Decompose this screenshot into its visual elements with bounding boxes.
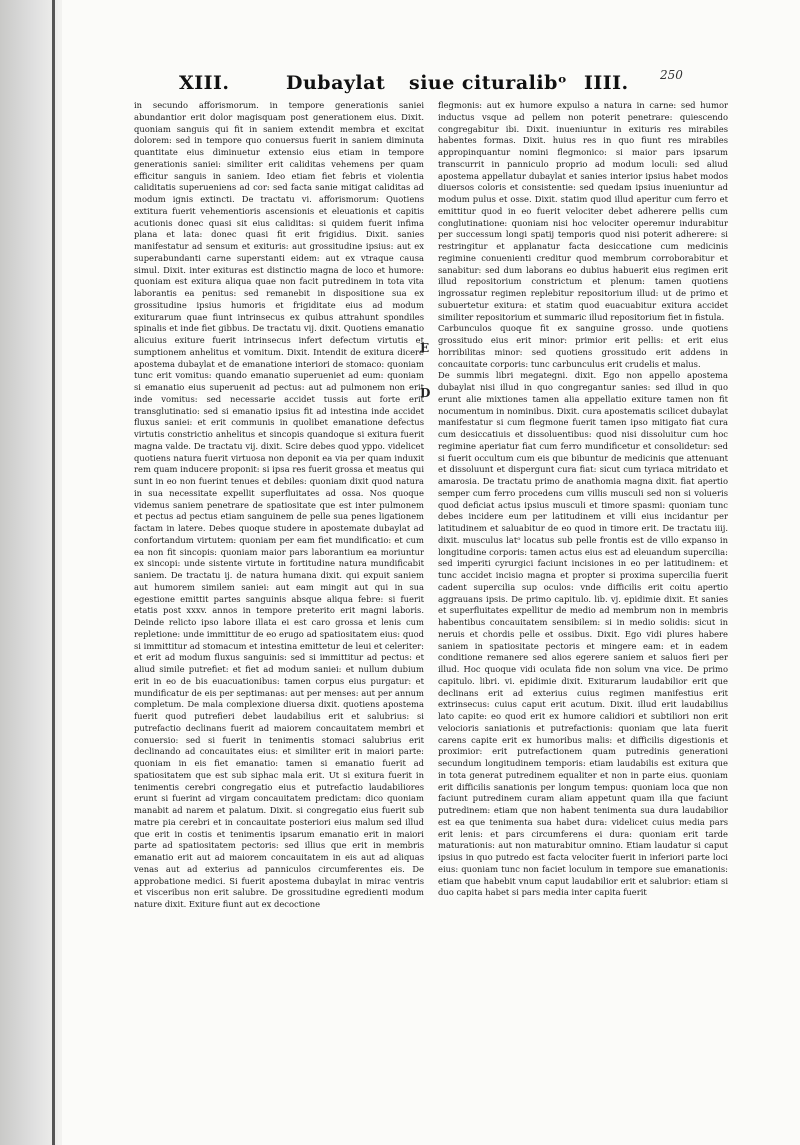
running-header [62,66,800,100]
book-gutter [0,0,58,1145]
right-text-column [438,100,728,899]
right-column-paragraph: flegmonis: aut ex humore expulso a natura in carne: sed humor inductus vsque ad pellem non poterit penetrare: quiescendo congregabitur ibi. Dixit. inueniuntur in exituris res mirabiles habentes formas. Dixit. huius res in quo fiunt res mirabiles appropinquantur nomini flegmonico: si maior pars ipsarum transcurrit in panniculo proprio ad modum loculi: sed aliud apostema appellatur dubaylat et sanies interior ipsius habet modos diuersos coloris et consistentie: sed quedam ipsius inueniuntur ad modum pulus et osse. Dixit. statim quod illud aperitur cum ferro et emittitur quod in eo fuerit velociter debet adherere pellis cum conglutinatione: quoniam nisi hoc velociter operemur indurabitur per successum longi spatij temporis quod nisi poterit adherere: si restringitur et applanatur facta desiccatione cum medicinis regimine conuenienti creditur quod membrum corroborabitur et sanabitur: sed dum laborans eo dubius habuerit eius regimen erit illud repositorium constrictum et plenum: tamen quotiens ingrossatur regimen replebitur repositorium illud: ut de primo et subuertetur exitura: et statim quod euacuabitur exitura accidet similiter repositorium et summaric illud repositorium fiet in fistula. [438,100,728,322]
header-left-number: XIII. [179,72,230,94]
margin-letter: D [420,386,431,400]
margin-letter: E [420,341,430,355]
gutter-shadow-line [52,0,55,1145]
header-left-title: Dubaylat [286,72,386,94]
right-column-paragraph: Carbunculos quoque fit ex sanguine grosso. unde quotiens grossitudo eius erit minor: primior erit pellis: et erit eius horribilitas minor: sed quotiens grossitudo erit addens in concauitate corporis: tunc carbunculus erit crudelis et malus. [438,323,728,369]
header-right-title: siue cituralibᵒ [409,72,568,94]
left-text-column [134,100,424,911]
header-right-number: IIII. [584,72,629,94]
manuscript-page [62,0,800,1145]
folio-number: 250 [660,68,683,82]
right-column-paragraph: De summis libri megategni. dixit. Ego non appello apostema dubaylat nisi illud in quo congregantur sanies: sed illud in quo erunt alie mixtiones tamen alia appellatio exiture tamen non fit nocumentum in nominibus. Dixit. cura apostematis scilicet dubaylat manifestatur si cum flegmone fuerit tamen ipso mitigato fiat cura cum desiccatiuis et dissoluentibus: quod nisi dissoluitur cum hoc regimine aperiatur fiat cum ferro mundificetur et consolidetur: sed si fuerit occultum cum eis que bibuntur de medicinis que attenuant et dissoluunt et dispergunt cura fiat: sicut cum tyriaca mitridato et amarosia. De tractatu primo de anathomia magna dixit. fiat apertio semper cum ferro procedens cum villis musculi sed non si volueris quod deficiat actus ipsius musculi et timore spasmi: quoniam tunc debes incidere eum per latitudinem et villi eius incidantur per latitudinem et saluabitur de eo quod in timore erit. De tractatu iiij. dixit. musculus latᵒ locatus sub pelle frontis est de villo expanso in longitudine corporis: tamen actus eius est ad eleuandum supercilia: sed imperiti cyrurgici faciunt incisiones in eo per latitudinem: et tunc accidet incisio magna et propter si proxima supercilia fuerit cadent supercilia sup oculos: vnde difficilis erit coitu apertio aggrauans ipsis. De primo capitulo. lib. vj. epidimie dixit. Et sanies et superfluitates expellitur de medio ad membrum non in membris habentibus concauitatem sensibilem: si in medio solidis: sicut in neruis et chordis pelle et ossibus. Dixit. Ego vidi plures habere saniem in spatiositate pectoris et mingere eam: et in eadem conditione remanere sed alios egerere saniem et saluos fieri per illud. Hoc quoque vidi oculata fide non solum vna vice. De primo capitulo. libri. vi. epidimie dixit. Exiturarum laudabilior erit que declinans erit ad exterius cuius regimen manifestius erit extrinsecus: cuius caput erit acutum. Dixit. illud erit laudabilius lato capite: eo quod erit ex humore calidiori et subtiliori non erit velocioris saniationis et putrefactionis: quoniam que lata fuerit carens capite erit ex humoribus malis: et difficilis digestionis et proximior: erit putrefactionem quam putredinis generationi secundum longitudinem temporis: etiam laudabilis est exitura que in tota generat putredinem equaliter et non in parte eius. quoniam erit difficilis sanationis per longum tempus: quoniam loca que non faciunt putredinem curam aliam appetunt quam illa que faciunt putredinem: etiam que non habent tenimenta sua dura laudabilior est ea que tenimenta sua habet dura: videlicet cuius media pars erit lenis: et pars circumferens ei dura: quoniam erit tarde maturationis: aut non maturabitur omnino. Etiam laudatur si caput ipsius in quo putredo est facta velociter fuerit in inferiori parte loci eius: quoniam tunc non faciet loculum in tempore sue emanationis: etiam que habebit vnum caput laudabilior erit et salubrior: etiam si duo capita habet si pars media inter capita fuerit [438,370,728,898]
left-column-paragraph: in secundo afforismorum. in tempore generationis saniei abundantior erit dolor magisquam post generationem eius. Dixit. quoniam sanguis qui fit in saniem extendit membra et excitat dolorem: sed in tempore quo conuersus fuerit in saniem diminuta quantitate eius diminuetur extensio eius etiam in tempore generationis saniei: similiter erit caliditas vehemens per quam efficitur sanguis in saniem. Ideo etiam fiet febris et violentia caliditatis superueniens ad cor: sed facta sanie mitigat caliditas ad modum ignis extincti. De tractatu vi. afforismorum: Quotiens extitura fuerit vehementioris ascensionis et eleuationis et capitis acutionis donec quasi sit eius caliditas: si quidem fuerit infima plana et lata: donec quasi fit erit frigidius. Dixit. sanies manifestatur ad sensum et exituris: aut grossitudine ipsius: aut ex superabundanti carne superstanti eidem: aut ex vtraque causa simul. Dixit. inter exituras est distinctio magna de loco et humore: quoniam est exitura aliqua quae non facit putredinem in tota vita laborantis ea penitus: sed remanebit in dispositione sua ex grossitudine ipsius humoris et frigiditate eius ad modum exiturarum quae fiunt intrinsecus ex quibus attrahunt spondiles spinalis et inde fiet gibbus. De tractatu vij. dixit. Quotiens emanatio alicuius exiture fuerit intrinsecus infert defectum virtutis et sumptionem anhelitus et vomitum. Dixit. Intendit de exitura dicere apostema dubaylat et de emanatione interiori de stomaco: quoniam tunc erit vomitus: quando emanatio superueniet ad eum: quoniam si emanatio eius superuenit ad pectus: aut ad pulmonem non erit inde vomitus: sed necessarie accidet tussis aut forte erit transglutinatio: sed si emanatio ipsius fit ad intestina inde accidet fluxus saniei: et erit communis in quolibet emanatione defectus virtutis constrictio anhelitus et sincopis quandoque si exitura fuerit magna valde. De tractatu vij. dixit. Scire debes quod yppo. videlicet quotiens natura fuerit virtuosa non deponit ea via per quam induxit rem quam inducere proponit: si ipsa res fuerit grossa et meatus qui sunt in eo non fuerint tenues et debiles: quoniam dixit quod natura in sua necessitate expellit superfluitates ad ossa. Nos quoque videmus saniem penetrare de spatiositate que est inter pulmonem et pectus ad pectus etiam sanguinem de pelle sua penes ligationem factam in latere. Debes quoque studere in apostemate dubaylat ad confortandum virtutem: quoniam per eam fiet mundificatio: et cum ea non fit sincopis: quoniam maior pars laborantium ea moriuntur ex sincopi: unde sistente virtute in fortitudine natura mundificabit saniem. De tractatu ij. de natura humana dixit. qui expuit saniem aut humorem similem saniei: aut eam mingit aut qui in sua egestione emittit partes sanguinis absque aliqua febre: si fuerit etatis post xxxv. annos in tempore preterito erit magni laboris. Deinde relicto ipso labore illata ei est caro grossa et lenis cum repletione: unde immittitur de eo erugo ad spatiositatem eius: quod si immittitur ad stomacum et intestina emittetur de leui et celeriter: et erit ad modum fluxus sanguinis: sed si immittitur ad pectus: et aliud simile putrefiet: et fiet ad modum saniei: et nullum dubium erit in eo de bis euacuationibus: tamen corpus eius purgatur: et mundificatur de eis per septimanas: aut per menses: aut per annum completum. De mala complexione diuersa dixit. quotiens apostema fuerit quod putrefieri debet laudabilius erit et salubrius: si putrefactio declinans fuerit ad maiorem concauitatem membri et conuersio: sed si fuerit in tenimentis stomaci salubrius erit declinando ad concauitates eius: et similiter erit in maiori parte: quoniam in eis fiet emanatio: tamen si emanatio fuerit ad spatiositatem que est sub siphac mala erit. Ut si exitura fuerit in tenimentis cerebri congregatio eius et putrefactio laudabiliores erunt si fuerint ad virgam concauitatem predictam: dico quoniam manabit ad narem et palatum. Dixit. si congregatio eius fuerit sub matre pia cerebri et in concauitate posteriori eius malum sed illud que erit in costis et tenimentis ipsarum emanatio erit in maiori parte ad spatiositatem pectoris: sed illius que erit in membris emanatio erit aut ad maiorem concauitatem in eis aut ad aliquas venas aut ad exterius ad panniculos circumferentes eis. De approbatione medici. Si fuerit apostema dubaylat in mirac ventris et visceribus non erit salubre. De grossitudine egredienti modum nature dixit. Exiture fiunt aut ex decoctione [134,100,424,909]
